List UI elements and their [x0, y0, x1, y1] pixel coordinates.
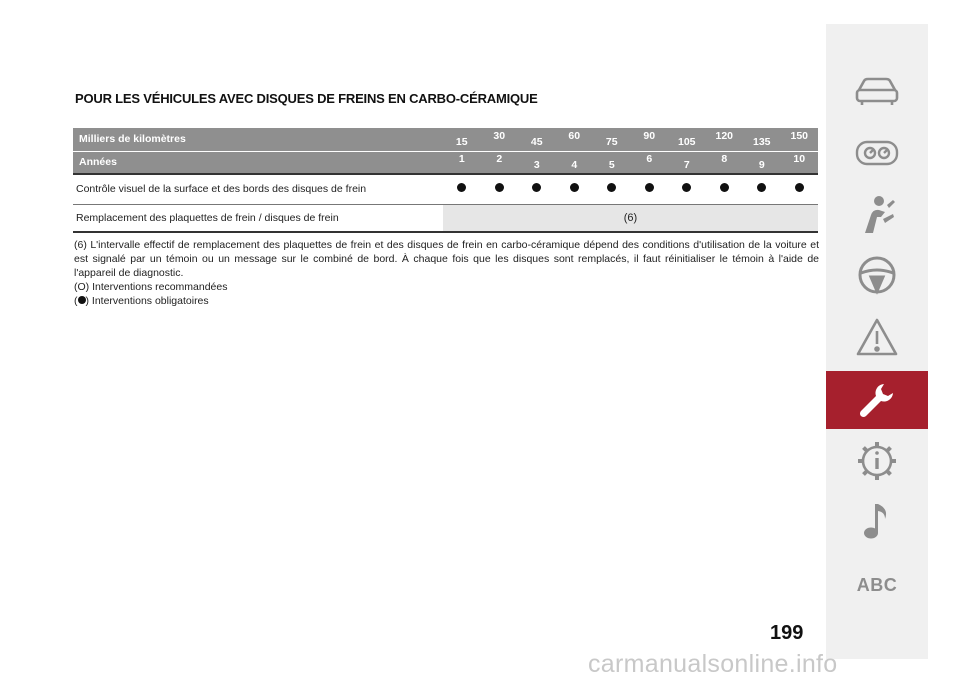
row-label: Contrôle visuel de la surface et des bords des disques de frein [73, 174, 443, 204]
year-cell: 2 [481, 151, 519, 174]
km-cell: 15 [443, 128, 481, 151]
footnotes [74, 238, 819, 308]
year-cell: 1 [443, 151, 481, 174]
table-row [73, 174, 818, 204]
km-cell: 135 [743, 128, 781, 151]
years-header-row [73, 151, 818, 174]
km-cell: 45 [518, 128, 556, 151]
car-icon [855, 76, 899, 106]
span-value-cell: (6) [443, 204, 818, 232]
sidebar-item-warnings[interactable] [826, 308, 928, 366]
mandatory-dot [668, 174, 706, 204]
page-title: POUR LES VÉHICULES AVEC DISQUES DE FREINS EN CARBO-CÉRAMIQUE [75, 91, 538, 106]
mandatory-dot [593, 174, 631, 204]
dashboard-gauges-icon [855, 140, 899, 166]
steering-wheel-icon [857, 255, 897, 295]
abc-index-icon: ABC [856, 574, 898, 595]
seatbelt-person-icon [857, 195, 897, 235]
year-cell: 7 [668, 151, 706, 174]
mandatory-dot [443, 174, 481, 204]
warning-triangle-icon [855, 317, 899, 357]
wrench-icon [857, 380, 897, 420]
km-cell: 60 [556, 128, 594, 151]
mandatory-dot-icon [78, 296, 86, 304]
year-cell: 6 [631, 151, 669, 174]
info-gear-icon [856, 440, 898, 482]
footnote-6: (6) L'intervalle effectif de remplacement des plaquettes de frein et des disques de frein en carbo-céramique dépend des conditions d'utilisation de la voiture et est signalé par un témoin ou un message sur le combiné de bord. À chaque fois que les disques sont remplacés, il faut réinitialiser le témoin à l'aide de l'appareil de diagnostic. [74, 239, 819, 279]
year-cell: 8 [706, 151, 744, 174]
sidebar-item-car[interactable] [826, 62, 928, 120]
sidebar-item-maintenance[interactable] [826, 371, 928, 429]
km-cell: 75 [593, 128, 631, 151]
mandatory-dot [481, 174, 519, 204]
sidebar-item-dashboard[interactable] [826, 124, 928, 182]
sidebar-item-multimedia[interactable] [826, 492, 928, 550]
year-cell: 4 [556, 151, 594, 174]
km-header-label: Milliers de kilomètres [73, 128, 443, 151]
km-cell: 105 [668, 128, 706, 151]
chapter-sidebar [826, 24, 928, 659]
sidebar-item-safety[interactable] [826, 186, 928, 244]
sidebar-item-technical-data[interactable] [826, 432, 928, 490]
mandatory-dot [743, 174, 781, 204]
page-number: 199 [770, 622, 804, 644]
mandatory-dot [781, 174, 819, 204]
km-cell: 120 [706, 128, 744, 151]
legend-mandatory: ( ) Interventions obligatoires [74, 295, 209, 307]
mandatory-dot [518, 174, 556, 204]
year-cell: 9 [743, 151, 781, 174]
legend-recommended: (O) Interventions recommandées [74, 281, 228, 293]
year-cell: 10 [781, 151, 819, 174]
km-cell: 90 [631, 128, 669, 151]
km-cell: 150 [781, 128, 819, 151]
km-header-row [73, 128, 818, 151]
mandatory-dot [556, 174, 594, 204]
year-cell: 5 [593, 151, 631, 174]
mandatory-dot [631, 174, 669, 204]
sidebar-item-driving[interactable] [826, 246, 928, 304]
years-header-label: Années [73, 151, 443, 174]
table-row [73, 204, 818, 232]
music-note-icon [861, 501, 893, 541]
km-cell: 30 [481, 128, 519, 151]
maintenance-table [73, 128, 818, 233]
row-label: Remplacement des plaquettes de frein / disques de frein [73, 204, 443, 232]
year-cell: 3 [518, 151, 556, 174]
sidebar-item-index[interactable] [826, 556, 928, 614]
mandatory-dot [706, 174, 744, 204]
watermark: carmanualsonline.info [588, 650, 838, 678]
